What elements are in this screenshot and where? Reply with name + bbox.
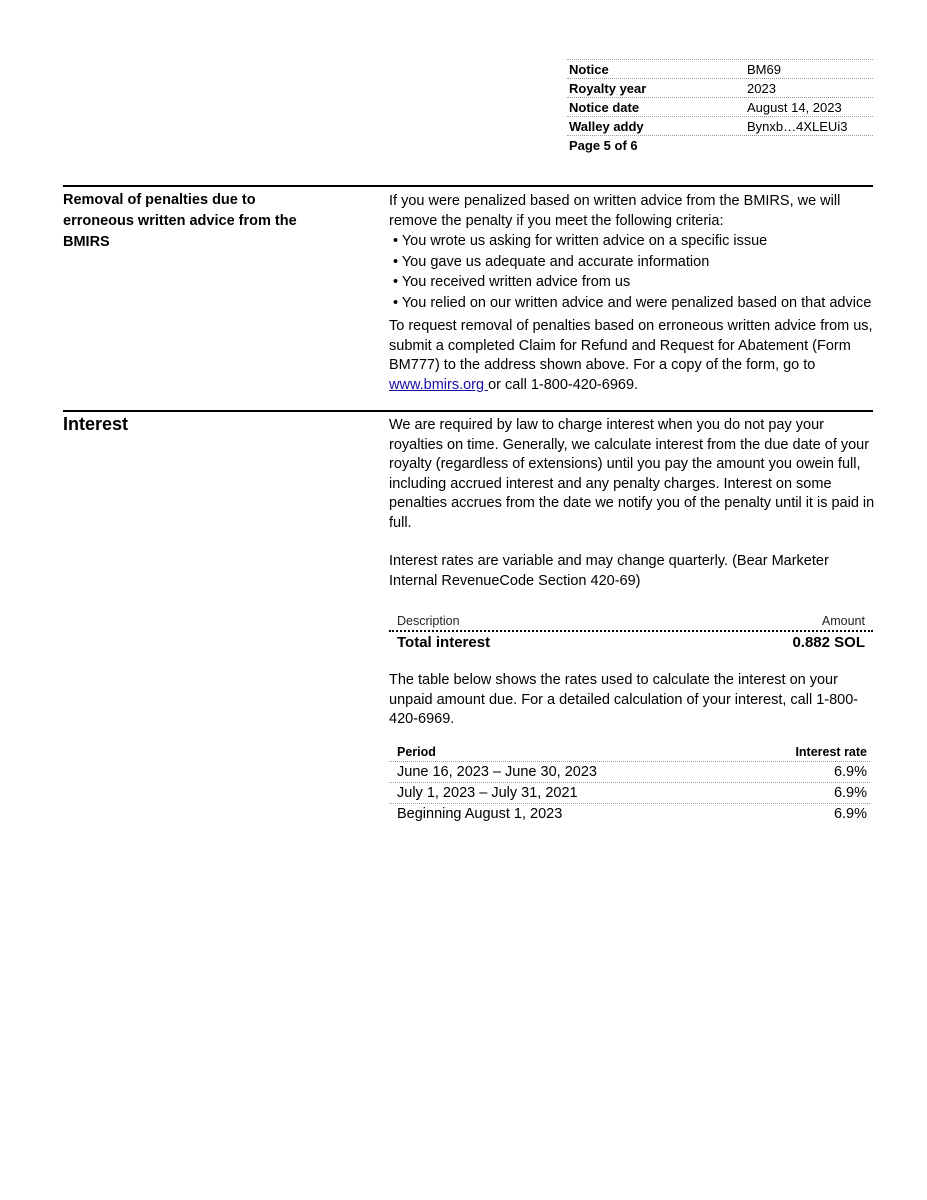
period-cell: Beginning August 1, 2023 xyxy=(397,806,563,822)
interest-paragraph-2: Interest rates are variable and may change quarterly. (Bear Marketer Internal RevenueCode Section 420-69) xyxy=(389,553,829,589)
interest-amount-table xyxy=(389,612,873,652)
table-row xyxy=(389,762,870,783)
royalty-year-row xyxy=(567,78,873,97)
removal-request: To request removal of penalties based on erroneous written advice from us, submit a completed Claim for Refund and Request for Abatement (Form BM777) to the address shown above. For a copy of the form, go to xyxy=(389,318,873,373)
removal-call: or call 1-800-420-6969. xyxy=(488,376,639,393)
total-interest-label: Total interest xyxy=(397,633,491,651)
bmirs-website-link[interactable]: www.bmirs.org xyxy=(389,376,489,393)
interest-section-title: Interest xyxy=(63,414,129,434)
criteria-bullet: • You gave us adequate and accurate information xyxy=(393,253,710,270)
walley-addy-value: Bynxb…4XLEUi3 xyxy=(747,118,848,134)
rates-table-header xyxy=(389,743,870,762)
section-divider xyxy=(63,410,873,412)
walley-addy-row xyxy=(567,116,873,135)
removal-intro: If you were penalized based on written advice from the BMIRS, we will remove the penalty if you meet the following criteria: xyxy=(389,193,841,229)
interest-rates-table xyxy=(389,743,870,824)
notice-row xyxy=(567,59,873,78)
notice-value: BM69 xyxy=(747,61,781,77)
royalty-year-label: Royalty year xyxy=(569,80,647,96)
criteria-bullet: • You wrote us asking for written advice on a specific issue xyxy=(393,233,768,249)
period-cell: June 16, 2023 – June 30, 2023 xyxy=(397,764,597,780)
removal-request-text xyxy=(389,317,881,395)
rate-cell: 6.9% xyxy=(833,785,867,801)
walley-addy-label: Walley addy xyxy=(569,118,644,134)
period-column-header: Period xyxy=(397,745,436,759)
rate-column-header: Interest rate xyxy=(795,745,867,759)
total-interest-value: 0.882 SOL xyxy=(792,633,865,651)
page-number: Page 5 of 6 xyxy=(567,135,873,154)
total-interest-row xyxy=(389,632,873,652)
removal-section-body xyxy=(389,192,881,395)
table-row xyxy=(389,783,870,804)
rate-cell: 6.9% xyxy=(833,764,867,780)
description-column-header: Description xyxy=(397,614,460,628)
interest-paragraph-3: The table below shows the rates used to calculate the interest on your unpaid amount due. For a detailed calculation of your interest, call 1-800-420-6969. xyxy=(389,672,859,727)
period-cell: July 1, 2023 – July 31, 2021 xyxy=(397,785,578,801)
notice-date-row xyxy=(567,97,873,116)
table-row xyxy=(389,804,870,824)
interest-paragraph-1: We are required by law to charge interest when you do not pay your royalties on time. Generally, we calculate interest from the due date of your royalty (regardless of extensions) until you pay the amount you owein full, including accrued interest and any penalty charges. Interest on some penalties accrues from the date we notify you of the penalty until it is paid in full. xyxy=(389,417,875,531)
interest-section-body xyxy=(389,416,881,591)
notice-date-value: August 14, 2023 xyxy=(747,99,842,115)
criteria-bullet: • You received written advice from us xyxy=(393,274,631,290)
amount-column-header: Amount xyxy=(821,614,865,628)
rates-intro xyxy=(389,671,881,730)
removal-section-title: Removal of penalties due to erroneous written advice from the BMIRS xyxy=(63,192,297,250)
section-divider xyxy=(63,185,873,187)
royalty-year-value: 2023 xyxy=(747,80,776,96)
rate-cell: 6.9% xyxy=(833,806,867,822)
criteria-bullet: • You relied on our written advice and were penalized based on that advice xyxy=(393,294,872,311)
amount-table-header xyxy=(389,612,873,628)
notice-label: Notice xyxy=(569,61,609,77)
notice-info-table xyxy=(567,59,873,154)
notice-date-label: Notice date xyxy=(569,99,640,115)
